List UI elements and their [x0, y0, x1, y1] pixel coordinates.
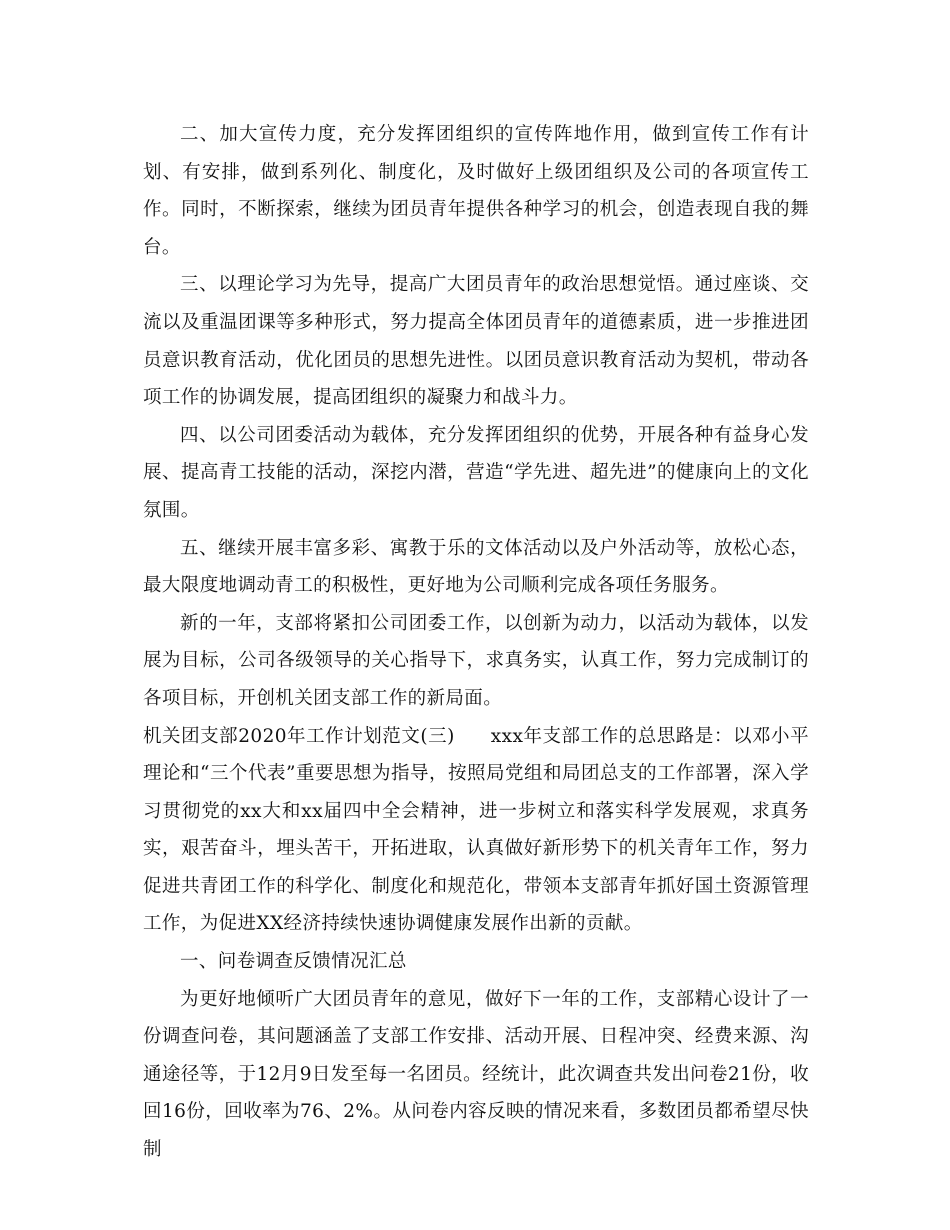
subheading-survey: 一、问卷调查反馈情况汇总: [180, 951, 407, 973]
paragraph-new-year: 新的一年，支部将紧扣公司团委工作，以创新为动力，以活动为载体，以发展为目标，公司各级领导的关心指导下，求真务实，认真工作，努力完成制订的各项目标，开创机关团支部工作的新局面。: [143, 612, 809, 709]
document-body: [143, 116, 809, 1169]
paragraph-publicity: 二、加大宣传力度，充分发挥团组织的宣传阵地作用，做到宣传工作有计划、有安排，做到系列化、制度化，及时做好上级团组织及公司的各项宣传工作。同时，不断探索，继续为团员青年提供各种学习的机会，创造表现自我的舞台。: [143, 124, 809, 258]
paragraph-survey: 为更好地倾听广大团员青年的意见，做好下一年的工作，支部精心设计了一份调查问卷，其问题涵盖了支部工作安排、活动开展、日程冲突、经费来源、沟通途径等，于12月9日发至每一名团员。经统计，此次调查共发出问卷21份，收回16份，回收率为76、2%。从问卷内容反映的情况来看，多数团员都希望尽快制: [143, 988, 809, 1161]
section-block: [143, 718, 809, 944]
section-title: 机关团支部2020年工作计划范文(三): [143, 725, 455, 747]
paragraph-cultural-activities: 五、继续开展丰富多彩、寓教于乐的文体活动以及户外活动等，放松心态，最大限度地调动青工的积极性，更好地为公司顺利完成各项任务服务。: [143, 537, 809, 597]
section-intro: xxx年支部工作的总思路是：以邓小平理论和“三个代表”重要思想为指导，按照局党组和局团总支的工作部署，深入学习贯彻党的xx大和xx届四中全会精神，进一步树立和落实科学发展观，求真务实，艰苦奋斗，埋头苦干，开拓进取，认真做好新形势下的机关青年工作，努力促进共青团工作的科学化、制度化和规范化，带领本支部青年抓好国土资源管理工作，为促进XX经济持续快速协调健康发展作出新的贡献。: [143, 725, 809, 935]
paragraph-activities-carrier: 四、以公司团委活动为载体，充分发挥团组织的优势，开展各种有益身心发展、提高青工技能的活动，深挖内潜，营造“学先进、超先进”的健康向上的文化氛围。: [143, 424, 809, 521]
paragraph-theory-study: 三、以理论学习为先导，提高广大团员青年的政治思想觉悟。通过座谈、交流以及重温团课等多种形式，努力提高全体团员青年的道德素质，进一步推进团员意识教育活动，优化团员的思想先进性。以团员意识教育活动为契机，带动各项工作的协调发展，提高团组织的凝聚力和战斗力。: [143, 274, 809, 409]
